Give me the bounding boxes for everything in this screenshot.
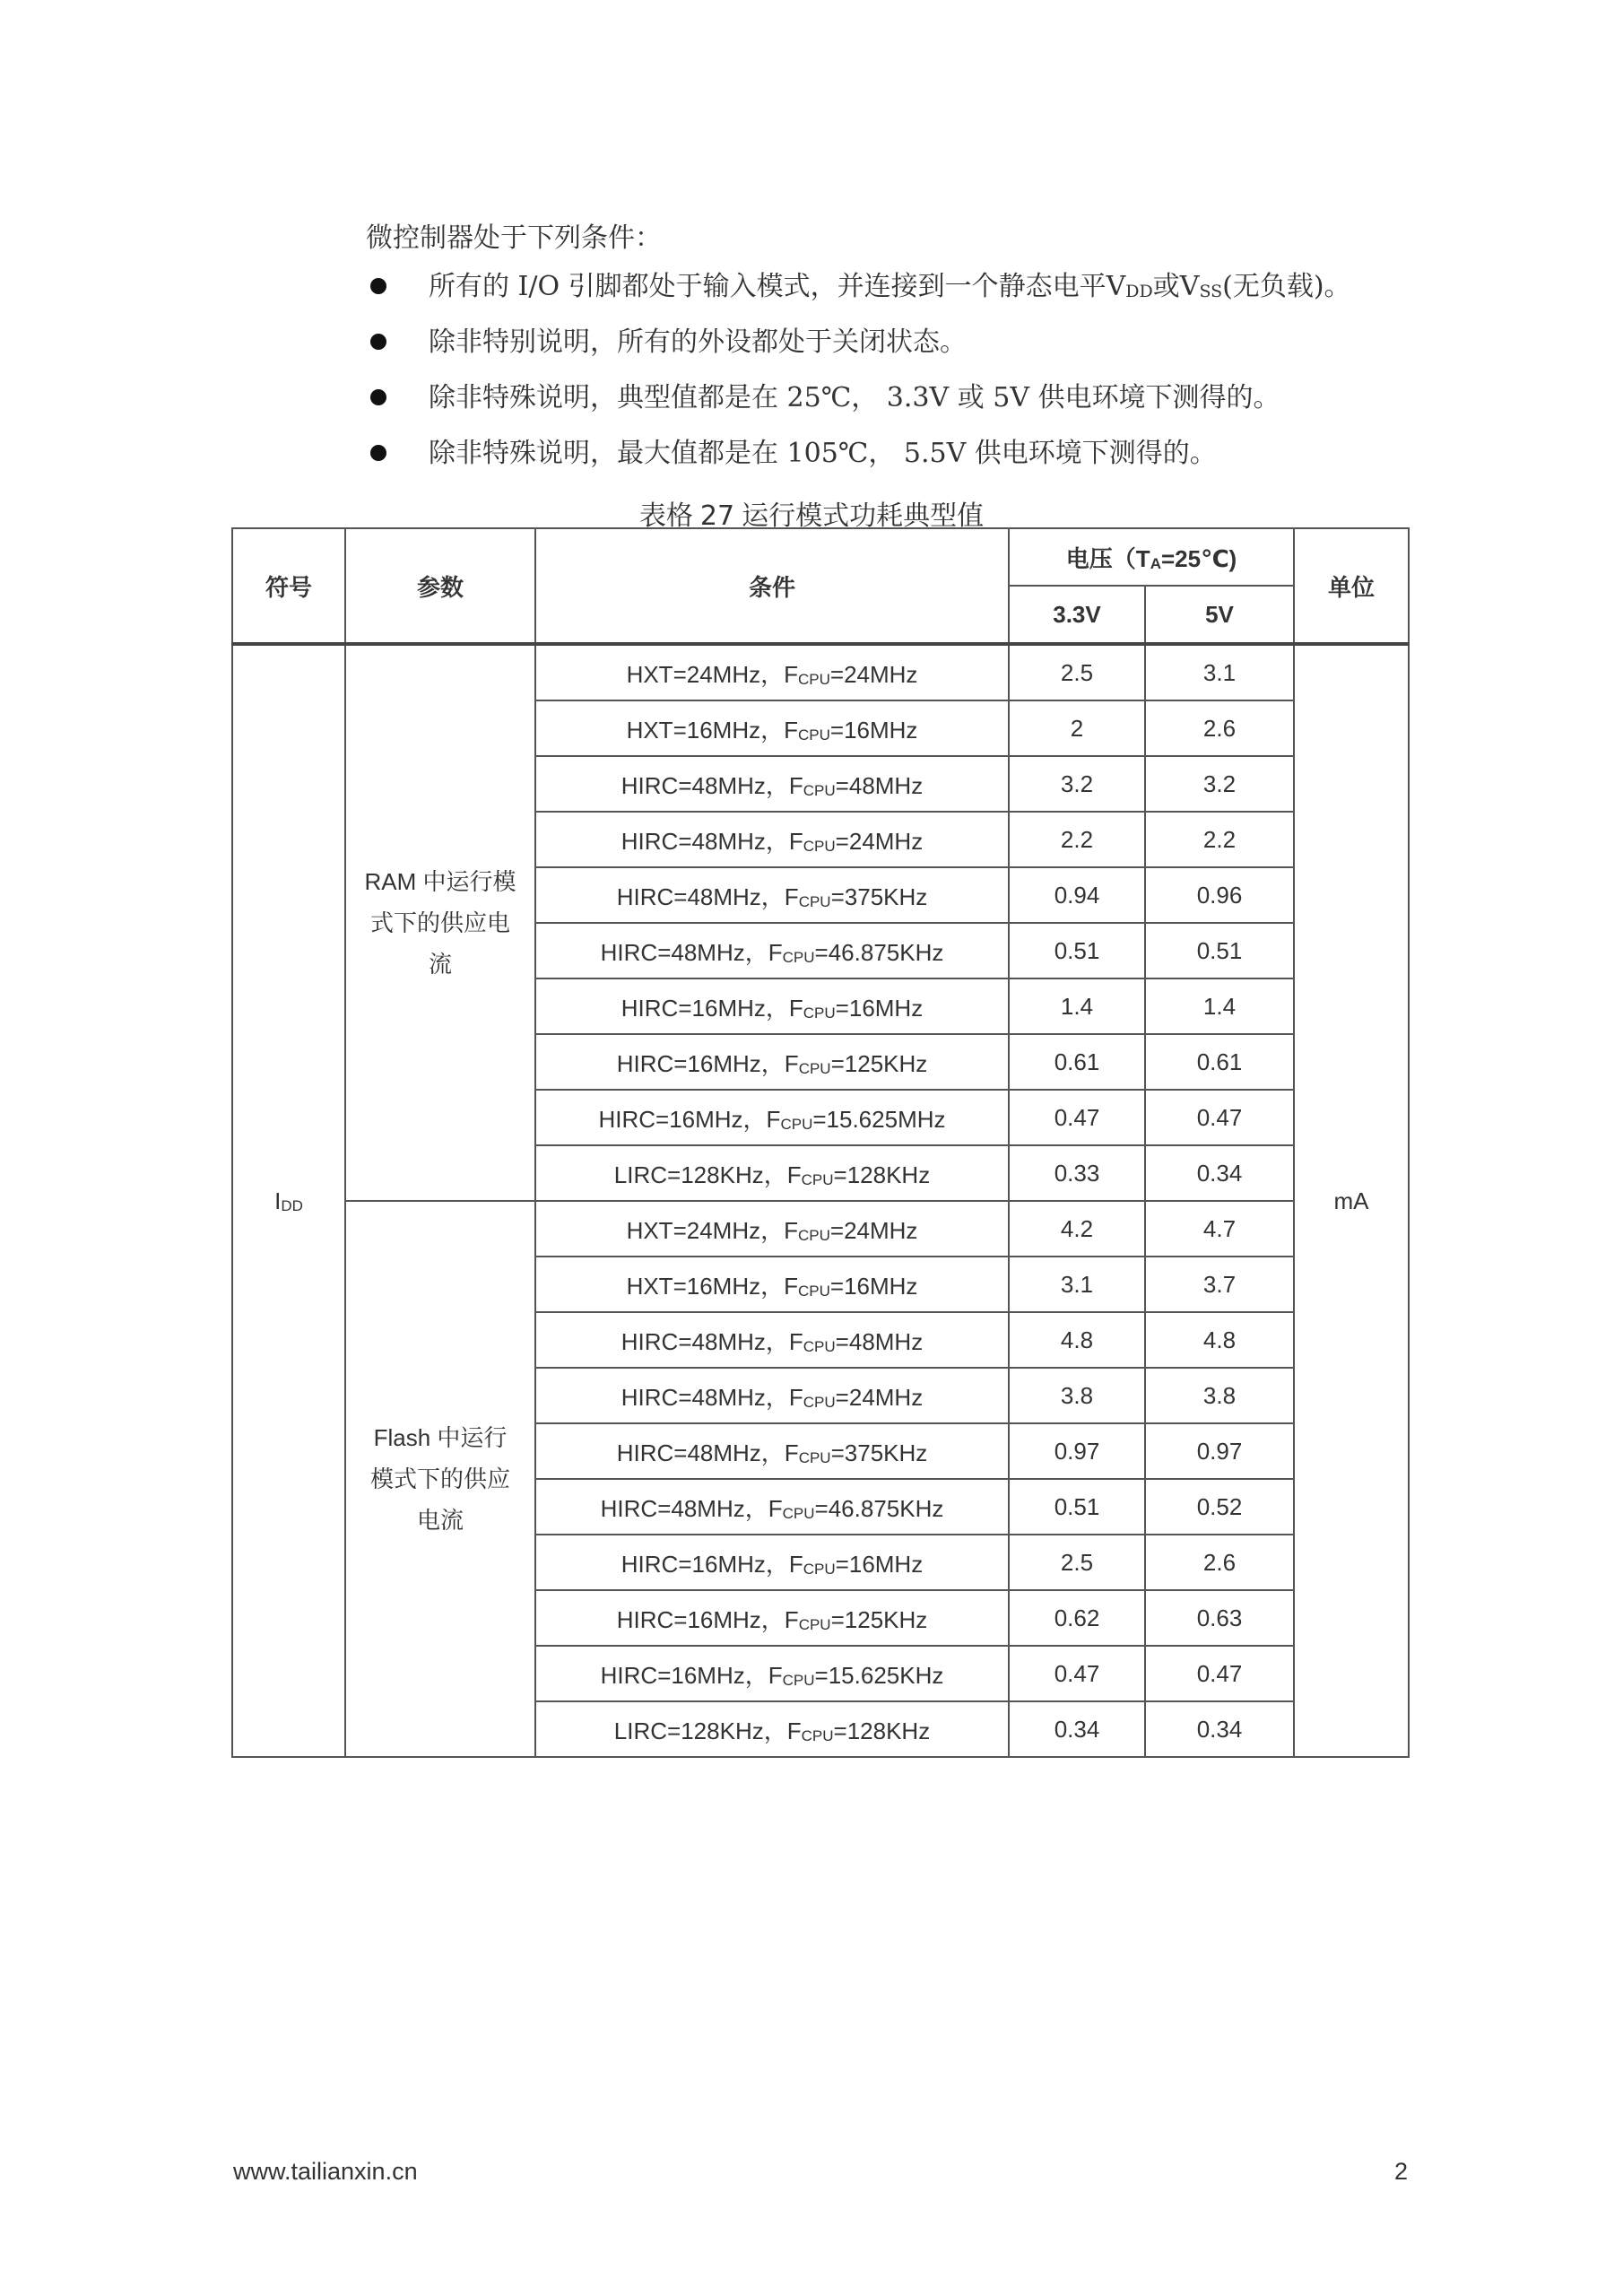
value-3v3-cell: 3.1 [1009, 1257, 1145, 1312]
value-5v-cell: 0.34 [1145, 1701, 1294, 1757]
condition-cell: HIRC=48MHz，$F_{CPU}=48MHz$ [535, 756, 1009, 812]
table-caption: 表格 27 运行模式功耗典型值 [638, 500, 985, 532]
condition-cell: HIRC=16MHz，$F_{CPU}=125KHz$ [535, 1034, 1009, 1090]
condition-cell: HIRC=48MHz，$F_{CPU}=46.875KHz$ [535, 1479, 1009, 1535]
value-3v3-cell: 0.51 [1009, 923, 1145, 978]
value-3v3-cell: 2.5 [1009, 644, 1145, 700]
condition-item: 所有的 I/O 引脚都处于输入模式，并连接到一个静态电平$V_{DD}$或$V_{SS}$(无负载)。 [366, 269, 1351, 325]
condition-cell: HIRC=48MHz，$F_{CPU}=375KHz$ [535, 1423, 1009, 1479]
condition-cell: HIRC=16MHz，$F_{CPU}=16MHz$ [535, 1535, 1009, 1590]
value-5v-cell: 0.51 [1145, 923, 1294, 978]
param-cell: RAM 中运行模式下的供应电流 [345, 644, 535, 1201]
value-3v3-cell: 4.8 [1009, 1312, 1145, 1368]
value-5v-cell: 1.4 [1145, 978, 1294, 1034]
value-3v3-cell: 2.5 [1009, 1535, 1145, 1590]
param-cell: Flash 中运行模式下的供应电流 [345, 1201, 535, 1757]
value-5v-cell: 0.34 [1145, 1145, 1294, 1201]
value-5v-cell: 0.47 [1145, 1090, 1294, 1145]
power-consumption-table [231, 527, 1410, 1758]
value-5v-cell: 3.2 [1145, 756, 1294, 812]
intro-text: 微控制器处于下列条件： [366, 222, 662, 254]
value-3v3-cell: 2 [1009, 700, 1145, 756]
condition-cell: HXT=24MHz，$F_{CPU}=24MHz$ [535, 1201, 1009, 1257]
condition-item: 除非特别说明，所有的外设都处于关闭状态。 [366, 325, 1351, 380]
value-3v3-cell: 1.4 [1009, 978, 1145, 1034]
condition-cell: HIRC=48MHz，$F_{CPU}=46.875KHz$ [535, 923, 1009, 978]
value-3v3-cell: 0.47 [1009, 1646, 1145, 1701]
table-body [232, 644, 1409, 1757]
value-3v3-cell: 2.2 [1009, 812, 1145, 867]
value-3v3-cell: 0.34 [1009, 1701, 1145, 1757]
bullet-icon [370, 445, 386, 461]
value-3v3-cell: 0.97 [1009, 1423, 1145, 1479]
condition-cell: HIRC=16MHz，$F_{CPU}=125KHz$ [535, 1590, 1009, 1646]
value-3v3-cell: 4.2 [1009, 1201, 1145, 1257]
bullet-icon [370, 334, 386, 350]
condition-item: 除非特殊说明，最大值都是在 105℃， 5.5V 供电环境下测得的。 [366, 436, 1351, 491]
value-3v3-cell: 0.33 [1009, 1145, 1145, 1201]
condition-cell: HIRC=48MHz，$F_{CPU}=24MHz$ [535, 1368, 1009, 1423]
condition-cell: HXT=16MHz，$F_{CPU}=16MHz$ [535, 1257, 1009, 1312]
value-5v-cell: 2.6 [1145, 1535, 1294, 1590]
condition-cell: HXT=24MHz，$F_{CPU}=24MHz$ [535, 644, 1009, 700]
header-condition: 条件 [535, 528, 1009, 644]
value-5v-cell: 0.97 [1145, 1423, 1294, 1479]
header-voltage: 电压$(T_A=25℃)$ [1009, 528, 1294, 586]
value-5v-cell: 2.2 [1145, 812, 1294, 867]
value-5v-cell: 0.96 [1145, 867, 1294, 923]
value-3v3-cell: 0.62 [1009, 1590, 1145, 1646]
condition-cell: HIRC=48MHz，$F_{CPU}=375KHz$ [535, 867, 1009, 923]
value-5v-cell: 2.6 [1145, 700, 1294, 756]
value-5v-cell: 4.7 [1145, 1201, 1294, 1257]
condition-cell: HIRC=16MHz，$F_{CPU}=15.625KHz$ [535, 1646, 1009, 1701]
condition-cell: HIRC=16MHz，$F_{CPU}=15.625MHz$ [535, 1090, 1009, 1145]
condition-item: 除非特殊说明，典型值都是在 25℃， 3.3V 或 5V 供电环境下测得的。 [366, 380, 1351, 436]
header-5v: 5V [1145, 586, 1294, 644]
value-5v-cell: 0.61 [1145, 1034, 1294, 1090]
value-5v-cell: 3.1 [1145, 644, 1294, 700]
header-param: 参数 [345, 528, 535, 644]
header-unit: 单位 [1294, 528, 1409, 644]
symbol-cell: $I_{DD}$ [232, 644, 345, 1757]
value-3v3-cell: 0.94 [1009, 867, 1145, 923]
condition-cell: HIRC=48MHz，$F_{CPU}=48MHz$ [535, 1312, 1009, 1368]
value-3v3-cell: 0.47 [1009, 1090, 1145, 1145]
value-5v-cell: 3.7 [1145, 1257, 1294, 1312]
value-5v-cell: 4.8 [1145, 1312, 1294, 1368]
value-3v3-cell: 3.2 [1009, 756, 1145, 812]
value-5v-cell: 0.47 [1145, 1646, 1294, 1701]
condition-cell: HIRC=48MHz，$F_{CPU}=24MHz$ [535, 812, 1009, 867]
header-symbol: 符号 [232, 528, 345, 644]
condition-cell: HIRC=16MHz，$F_{CPU}=16MHz$ [535, 978, 1009, 1034]
bullet-icon [370, 278, 386, 294]
value-3v3-cell: 0.51 [1009, 1479, 1145, 1535]
condition-cell: LIRC=128KHz，$F_{CPU}=128KHz$ [535, 1145, 1009, 1201]
value-5v-cell: 3.8 [1145, 1368, 1294, 1423]
condition-cell: LIRC=128KHz，$F_{CPU}=128KHz$ [535, 1701, 1009, 1757]
header-3v3: 3.3V [1009, 586, 1145, 644]
bullet-icon [370, 389, 386, 405]
value-5v-cell: 0.52 [1145, 1479, 1294, 1535]
value-5v-cell: 0.63 [1145, 1590, 1294, 1646]
value-3v3-cell: 3.8 [1009, 1368, 1145, 1423]
footer-url: www.tailianxin.cn [233, 2158, 418, 2185]
condition-list [366, 269, 1351, 491]
unit-cell: mA [1294, 644, 1409, 1757]
condition-cell: HXT=16MHz，$F_{CPU}=16MHz$ [535, 700, 1009, 756]
table-row [232, 1201, 1409, 1257]
table-row [232, 644, 1409, 700]
page-number: 2 [1393, 2158, 1408, 2185]
value-3v3-cell: 0.61 [1009, 1034, 1145, 1090]
